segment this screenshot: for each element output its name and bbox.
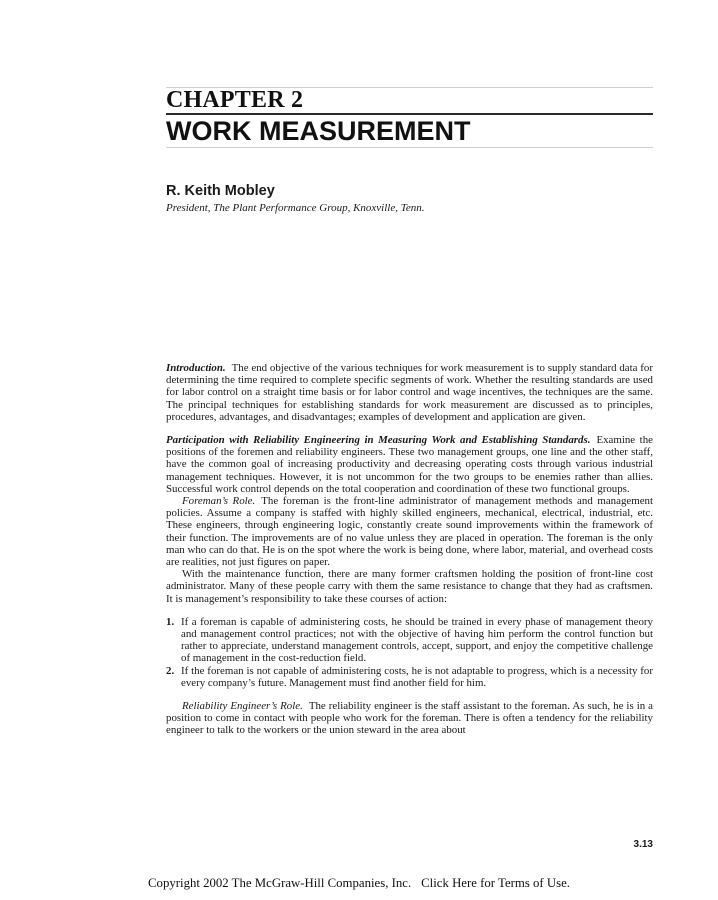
list-item-number: 1.: [166, 615, 175, 628]
chapter-title: WORK MEASUREMENT: [166, 116, 471, 146]
list-item: [166, 665, 653, 689]
reliability-paragraph: [166, 700, 653, 737]
terms-of-use-link[interactable]: Click Here for Terms of Use.: [421, 876, 570, 890]
reliability-heading: Reliability Engineer’s Role.: [182, 700, 303, 713]
participation-heading: Participation with Reliability Engineering in Measuring Work and Establishing Standards.: [166, 434, 591, 447]
page-number: 3.13: [633, 839, 653, 850]
copyright-notice: Copyright 2002 The McGraw-Hill Companies, Inc.: [148, 876, 412, 890]
foreman-text: The foreman is the front-line administrator of management methods and management policies. Assume a company is staffed with highly skilled engineers, mechanical, electrical, industrial, etc. These engineers, through engineering logic, constantly create sound improvements within the framework of their function. The improvements are of no value unless they are placed in operation. The foreman is the only man who can do that. He is on the spot where the work is being done, where labor, material, and overhead costs are realities, not just figures on paper.: [166, 495, 654, 569]
list-item-text: If a foreman is capable of administering costs, he should be trained in every phase of management theory and management control practices; not with the objective of having him perform the control function but rather to appreciate, understand management controls, accept, support, and enjoy the competitive challenge of management in the cost-reduction field.: [181, 615, 653, 665]
intro-paragraph: [166, 362, 653, 423]
foreman-paragraph: [166, 495, 653, 568]
author-name: R. Keith Mobley: [166, 183, 275, 199]
intro-heading: Introduction.: [166, 362, 226, 374]
header-rule-bottom: [166, 147, 653, 148]
maintenance-paragraph: With the maintenance function, there are many former craftsmen holding the position of front-line cost administrator. Many of these people carry with them the same resistance to change that they had as craftsmen. It is management’s responsibility to take these courses of action:: [166, 568, 653, 605]
participation-text: Examine the positions of the foremen and reliability engineers. These two management groups, one line and the other staff, have the common goal of increasing productivity and decreasing operating costs through various industrial management techniques. However, it is not uncommon for the two groups to be enemies rather than allies. Successful work control depends on the total cooperation and coordination of these two functional groups.: [166, 434, 653, 495]
reliability-text: The reliability engineer is the staff assistant to the foreman. As such, he is in a position to come in contact with people who work for the foreman. There is often a tendency for the reliability engineer to talk to the workers or the union steward in the area about: [166, 700, 653, 737]
foreman-heading: Foreman’s Role.: [182, 495, 256, 508]
footer: [0, 876, 718, 891]
author-affiliation: President, The Plant Performance Group, Knoxville, Tenn.: [166, 202, 425, 214]
actions-list: [166, 616, 653, 689]
participation-paragraph: [166, 434, 653, 495]
list-item-text: If the foreman is not capable of administering costs, he is not adaptable to progress, which is a necessity for every company’s future. Management must find another field for him.: [181, 664, 653, 689]
list-item-number: 2.: [166, 664, 175, 677]
body-text: [166, 362, 653, 737]
header-rule-middle: [166, 113, 653, 115]
list-item: [166, 616, 653, 665]
intro-text: The end objective of the various techniques for work measurement is to supply standard data for determining the time required to complete specific segments of work. Whether the resulting standards are used for labor control on a straight time basis or for labor control and wage incentives, the techniques are the same. The principal techniques for establishing standards for work measurement are discussed as to principles, procedures, advantages, and disadvantages; examples of development and application are given.: [166, 362, 653, 423]
chapter-label: CHAPTER 2: [166, 87, 304, 113]
